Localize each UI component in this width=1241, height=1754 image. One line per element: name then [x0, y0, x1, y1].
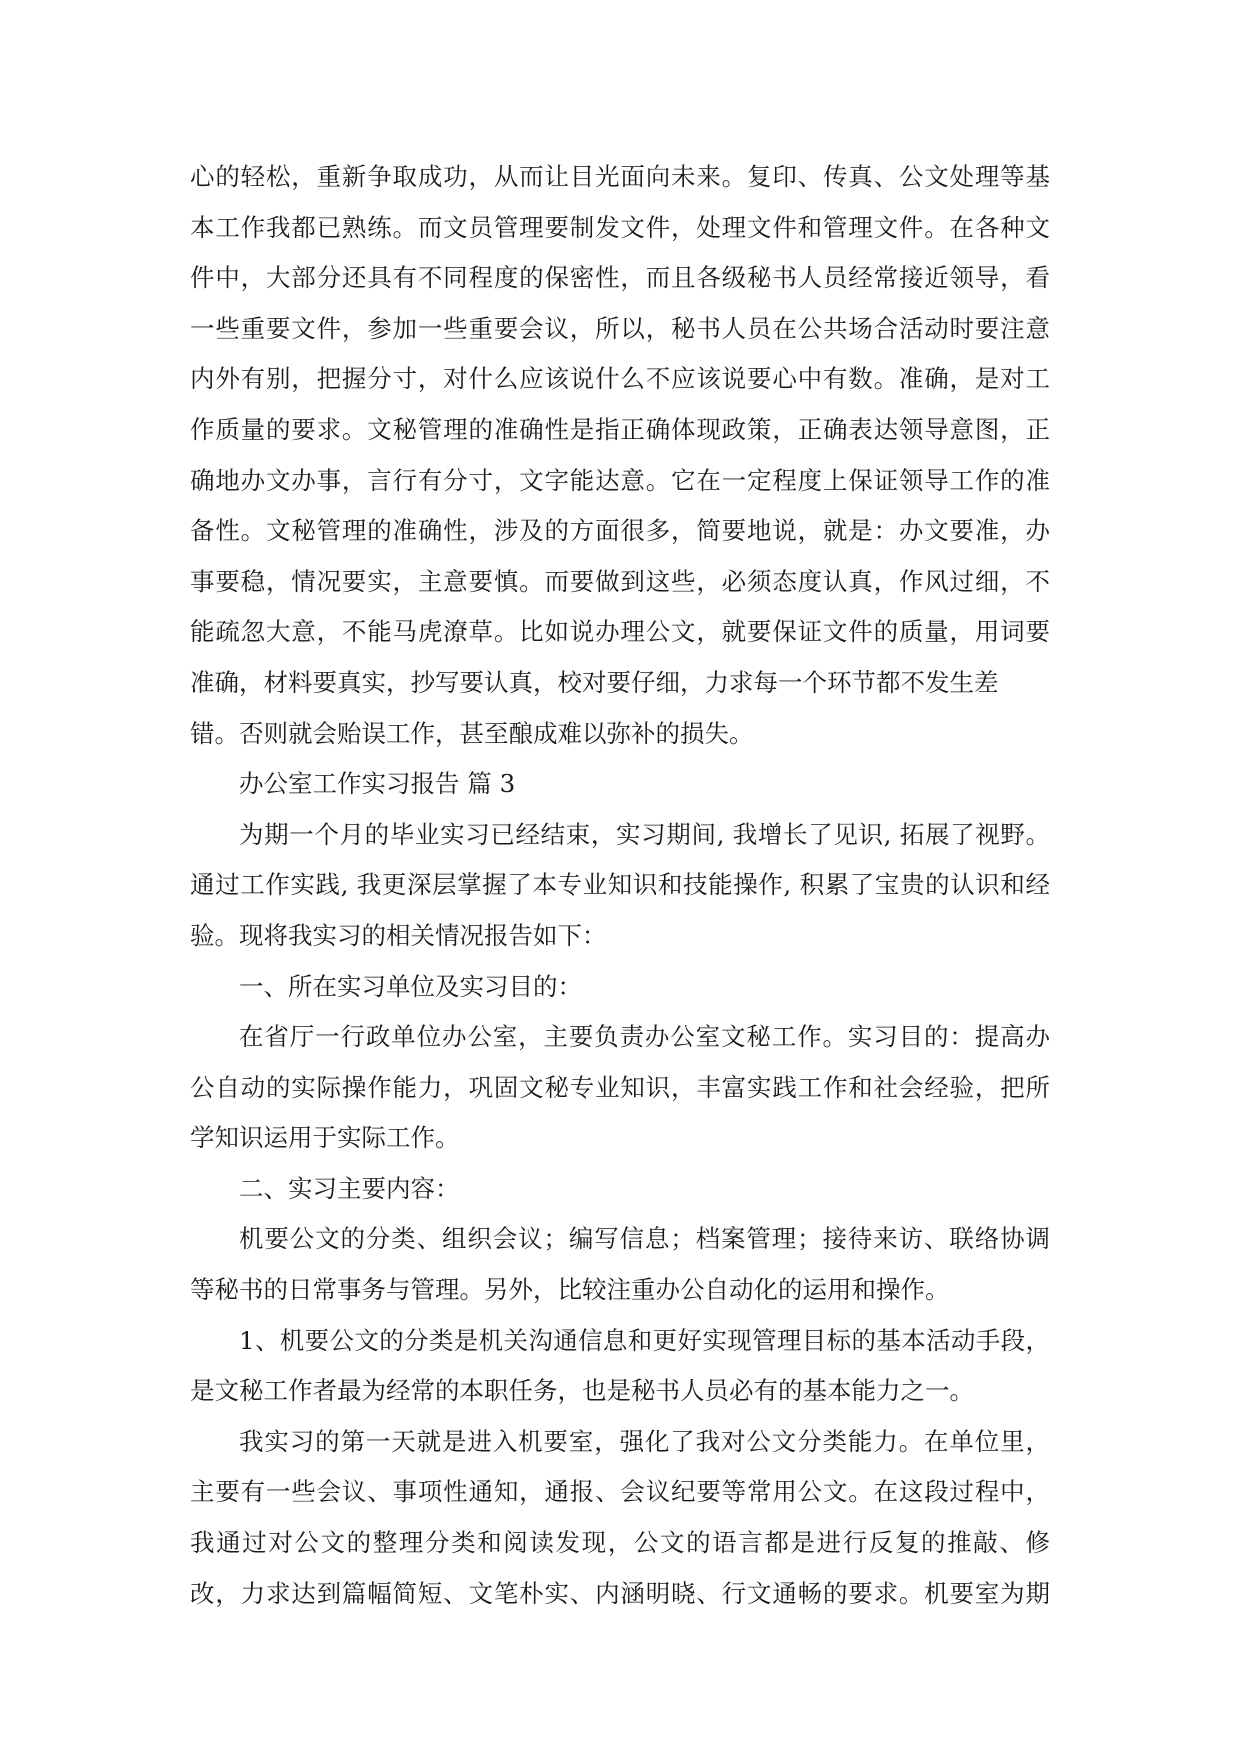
text-line: 备性。文秘管理的准确性，涉及的方面很多，简要地说，就是：办文要准，办	[190, 516, 1050, 546]
text-line: 错。否则就会贻误工作，甚至酿成难以弥补的损失。	[190, 718, 754, 748]
text-line: 在省厅一行政单位办公室，主要负责办公室文秘工作。实习目的：提高办	[239, 1022, 1050, 1052]
text-line: 确地办文办事，言行有分寸，文字能达意。它在一定程度上保证领导工作的准	[190, 465, 1050, 495]
text-line: 学知识运用于实际工作。	[190, 1123, 460, 1153]
text-line: 本工作我都已熟练。而文员管理要制发文件，处理文件和管理文件。在各种文	[190, 212, 1050, 242]
text-line: 改，力求达到篇幅简短、文笔朴实、内涵明晓、行文通畅的要求。机要室为期	[190, 1578, 1050, 1608]
text-line: 1、机要公文的分类是机关沟通信息和更好实现管理目标的基本活动手段，	[239, 1325, 1050, 1355]
document-body	[190, 152, 1050, 1619]
text-line: 一些重要文件，参加一些重要会议，所以，秘书人员在公共场合活动时要注意	[190, 313, 1050, 343]
text-line: 办公室工作实习报告 篇 3	[239, 769, 516, 799]
text-line: 一、所在实习单位及实习目的：	[239, 971, 582, 1001]
text-line: 是文秘工作者最为经常的本职任务，也是秘书人员必有的基本能力之一。	[190, 1376, 974, 1406]
text-line: 主要有一些会议、事项性通知，通报、会议纪要等常用公文。在这段过程中，	[190, 1477, 1050, 1507]
text-line: 我通过对公文的整理分类和阅读发现，公文的语言都是进行反复的推敲、修	[190, 1528, 1050, 1558]
text-line: 心的轻松，重新争取成功，从而让目光面向未来。复印、传真、公文处理等基	[190, 162, 1050, 191]
text-line: 我实习的第一天就是进入机要室，强化了我对公文分类能力。在单位里，	[239, 1426, 1050, 1456]
text-line: 作质量的要求。文秘管理的准确性是指正确体现政策，正确表达领导意图，正	[190, 414, 1050, 444]
text-line: 二、实习主要内容：	[239, 1173, 460, 1203]
text-line: 准确，材料要真实，抄写要认真，校对要仔细，力求每一个环节都不发生差	[190, 667, 999, 697]
text-line: 通过工作实践, 我更深层掌握了本专业知识和技能操作, 积累了宝贵的认识和经	[190, 870, 1050, 900]
text-line: 等秘书的日常事务与管理。另外，比较注重办公自动化的运用和操作。	[190, 1275, 950, 1305]
text-line: 事要稳，情况要实，主意要慎。而要做到这些，必须态度认真，作风过细，不	[190, 566, 1050, 596]
text-line: 验。现将我实习的相关情况报告如下：	[190, 920, 607, 950]
text-line: 公自动的实际操作能力，巩固文秘专业知识，丰富实践工作和社会经验，把所	[190, 1072, 1050, 1102]
text-line: 能疏忽大意，不能马虎潦草。比如说办理公文，就要保证文件的质量，用词要	[190, 617, 1050, 647]
text-line: 机要公文的分类、组织会议；编写信息；档案管理；接待来访、联络协调	[239, 1224, 1050, 1254]
text-line: 件中，大部分还具有不同程度的保密性，而且各级秘书人员经常接近领导，看	[190, 263, 1050, 293]
text-line: 为期一个月的毕业实习已经结束，实习期间, 我增长了见识, 拓展了视野。	[239, 819, 1050, 849]
text-line: 内外有别，把握分寸，对什么应该说什么不应该说要心中有数。准确，是对工	[190, 364, 1050, 394]
